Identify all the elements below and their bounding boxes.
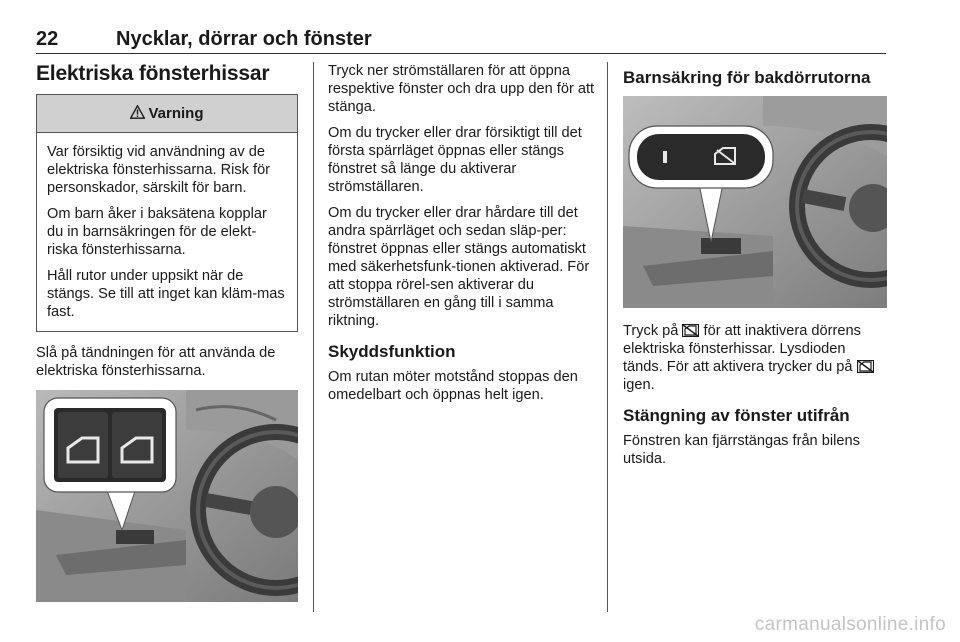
column-divider bbox=[607, 62, 608, 612]
body-text bbox=[623, 322, 887, 394]
column-2 bbox=[328, 62, 598, 412]
warning-body bbox=[37, 133, 297, 331]
child-lock-text-middle: för att inaktivera dörrens elektriska fönsterhissar. Lysdioden tänds. För att aktivera trycker du på bbox=[623, 323, 861, 375]
section-title-power-windows: Elektriska fönsterhissar bbox=[36, 62, 270, 85]
warning-triangle-icon bbox=[130, 105, 145, 123]
body-text: Slå på tändningen för att använda de elektriska fönsterhissarna. bbox=[36, 345, 276, 379]
warning-title: Varning bbox=[148, 105, 204, 122]
child-lock-text-prefix: Tryck på bbox=[623, 323, 679, 339]
child-lock-illustration bbox=[623, 96, 887, 308]
warning-paragraph: Håll rutor under uppsikt när de stängs. Se till att inget kan kläm-mas fast. bbox=[47, 268, 285, 320]
warning-paragraph: Om barn åker i baksätena kopplar du in barnsäkringen för de elekt-riska fönsterhissarna. bbox=[47, 206, 267, 258]
child-lock-window-icon bbox=[857, 360, 874, 373]
subsection-title-remote-close: Stängning av fönster utifrån bbox=[623, 406, 850, 425]
watermark: carmanualsonline.info bbox=[754, 614, 946, 635]
column-1 bbox=[36, 62, 298, 602]
body-text: Om du trycker eller drar försiktigt till det första spärrläget öppnas eller stängs fönstret så länge du aktiverar strömställaren. bbox=[328, 125, 582, 195]
body-text: Tryck ner strömställaren för att öppna respektive fönster och dra upp den för att stänga. bbox=[328, 63, 595, 115]
section-title-child-lock: Barnsäkring för bakdörrutorna bbox=[623, 68, 871, 87]
body-text: Om rutan möter motstånd stoppas den omedelbart och öppnas helt igen. bbox=[328, 369, 578, 403]
body-text: Om du trycker eller drar hårdare till det andra spärrläget och sedan släp-per: fönstret öppnas eller stängs automatiskt med säkerhetsfunk-tionen aktiverad. För att stoppa rörel-sen aktiverar du strömställaren en gång till i samma riktning. bbox=[328, 205, 590, 329]
subsection-title-protection: Skyddsfunktion bbox=[328, 342, 456, 361]
column-divider bbox=[313, 62, 314, 612]
column-3 bbox=[623, 62, 887, 476]
warning-paragraph: Var försiktig vid användning av de elektriska fönsterhissarna. Risk för personskador, särskilt för barn. bbox=[47, 144, 271, 196]
warning-header bbox=[37, 95, 297, 133]
window-switch-illustration bbox=[36, 390, 298, 602]
child-lock-window-icon bbox=[682, 324, 699, 337]
body-text: Fönstren kan fjärrstängas från bilens utsida. bbox=[623, 433, 860, 467]
child-lock-text-end: igen. bbox=[623, 377, 655, 393]
chapter-title: Nycklar, dörrar och fönster bbox=[116, 28, 372, 50]
warning-box bbox=[36, 94, 298, 332]
page-number: 22 bbox=[36, 28, 59, 50]
page-header bbox=[36, 26, 886, 54]
